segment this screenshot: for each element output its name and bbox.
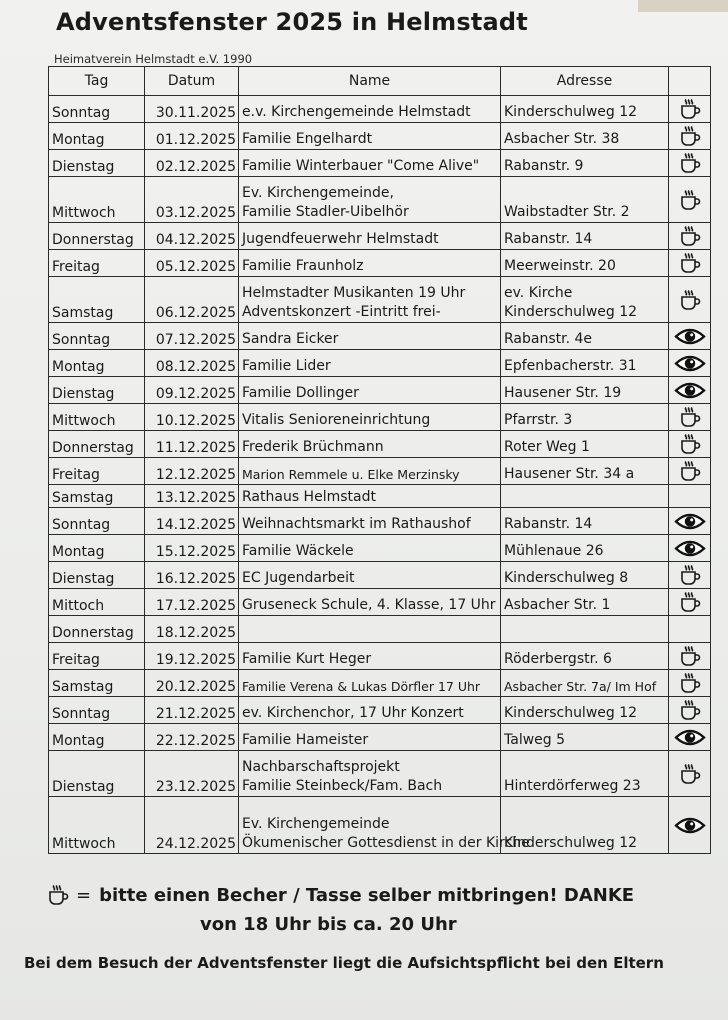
eye-icon [669,381,710,400]
cell-tag: Montag [49,350,145,377]
cell-name [239,485,501,508]
table-header-row [49,67,711,96]
cell-icon [669,377,711,404]
column-header-datum: Datum [145,67,239,96]
cell-name-line: Ev. Kirchengemeinde [242,816,390,832]
cell-name [239,431,501,458]
cell-tag: Samstag [49,277,145,323]
cell-adresse-line: Rabanstr. 14 [504,231,593,247]
cell-name [239,535,501,562]
legend-text: bitte einen Becher / Tasse selber mitbringen! DANKE [99,884,635,906]
cup-icon [669,432,710,456]
cell-icon [669,535,711,562]
cell-tag: Dienstag [49,751,145,797]
cell-adresse-line: Kinderschulweg 12 [504,104,638,120]
cell-adresse [501,277,669,323]
cell-name-line: EC Jugendarbeit [242,570,355,586]
cell-icon [669,431,711,458]
cell-name-line: Weihnachtsmarkt im Rathaushof [242,516,471,532]
cell-adresse-line: Asbacher Str. 7a/ Im Hof [504,679,657,694]
eye-icon [669,354,710,373]
cell-adresse-line: Rabanstr. 14 [504,516,593,532]
cup-icon [669,459,710,483]
column-header-name: Name [239,67,501,96]
table-row [49,670,711,697]
cell-adresse [501,377,669,404]
cell-adresse-line: Kinderschulweg 12 [504,705,638,721]
cell-adresse-line: Asbacher Str. 1 [504,597,611,613]
cell-adresse [501,670,669,697]
cell-name [239,404,501,431]
table-row [49,377,711,404]
cell-adresse [501,350,669,377]
cell-icon [669,697,711,724]
cell-icon [669,589,711,616]
legend-time: von 18 Uhr bis ca. 20 Uhr [200,914,457,935]
cell-tag: Mittwoch [49,797,145,854]
cell-icon [669,562,711,589]
cell-adresse-line: Asbacher Str. 38 [504,131,620,147]
cell-name-line: Nachbarschaftsprojekt [242,759,400,775]
cell-name [239,670,501,697]
cell-adresse [501,458,669,485]
cup-icon [46,882,70,908]
cell-name-line: Familie Verena & Lukas Dörfler 17 Uhr [242,679,481,694]
cup-icon [669,563,710,587]
cell-tag: Mittwoch [49,404,145,431]
table-row [49,724,711,751]
cell-datum: 15.12.2025 [145,535,239,562]
cell-name [239,223,501,250]
column-header-tag: Tag [49,67,145,96]
cell-name-line: Familie Lider [242,358,331,374]
cell-datum: 02.12.2025 [145,150,239,177]
cup-icon [669,671,710,695]
cell-tag: Donnerstag [49,431,145,458]
table-row [49,177,711,223]
table-row [49,323,711,350]
cup-icon [669,224,710,248]
table-row [49,589,711,616]
cell-icon [669,724,711,751]
cell-name [239,377,501,404]
cell-datum: 13.12.2025 [145,485,239,508]
cell-name-line: Jugendfeuerwehr Helmstadt [242,231,439,247]
cell-icon [669,323,711,350]
cell-name [239,724,501,751]
cell-adresse [501,177,669,223]
cell-datum: 17.12.2025 [145,589,239,616]
cell-datum: 09.12.2025 [145,377,239,404]
table-row [49,562,711,589]
table-row [49,797,711,854]
cup-icon [669,97,710,121]
cell-icon [669,797,711,854]
cell-tag: Freitag [49,250,145,277]
schedule-table [48,66,711,854]
column-header-icon [669,67,711,96]
cell-name [239,616,501,643]
cell-adresse-line: Hinterdörferweg 23 [504,778,641,794]
cell-name [239,751,501,797]
cell-icon [669,643,711,670]
cell-adresse-line: Hausener Str. 34 a [504,466,635,482]
table-row [49,751,711,797]
cup-icon [669,698,710,722]
cell-adresse-line: Röderbergstr. 6 [504,651,612,667]
cell-adresse-line: Roter Weg 1 [504,439,590,455]
cell-adresse-line: Mühlenaue 26 [504,543,604,559]
cell-adresse [501,250,669,277]
cell-name-line: Marion Remmele u. Elke Merzinsky [242,467,460,482]
table-row [49,643,711,670]
cell-adresse-line: Epfenbacherstr. 31 [504,358,637,374]
eye-icon [669,512,710,531]
cell-adresse [501,797,669,854]
cell-name-line: Familie Fraunholz [242,258,364,274]
cell-datum: 06.12.2025 [145,277,239,323]
cell-datum: 10.12.2025 [145,404,239,431]
cell-tag: Dienstag [49,562,145,589]
cell-adresse-line: ev. Kirche [504,285,573,301]
cell-name-line: Ev. Kirchengemeinde, [242,185,394,201]
footer-note: Bei dem Besuch der Adventsfenster liegt die Aufsichtspflicht bei den Eltern [24,954,664,972]
cell-adresse [501,123,669,150]
cell-name-line: Familie Kurt Heger [242,651,372,667]
eye-icon [669,728,710,747]
cell-icon [669,485,711,508]
cell-name [239,277,501,323]
cell-adresse-line: Kinderschulweg 12 [504,835,638,851]
table-row [49,250,711,277]
legend-equals: = [76,884,92,906]
cell-adresse [501,508,669,535]
cup-icon [669,251,710,275]
table-row [49,96,711,123]
cell-name [239,697,501,724]
cell-tag: Montag [49,724,145,751]
cell-name-line: ev. Kirchenchor, 17 Uhr Konzert [242,705,464,721]
page-subtitle: Heimatverein Helmstadt e.V. 1990 [54,52,253,66]
cell-name [239,123,501,150]
cell-icon [669,177,711,223]
page-title: Adventsfenster 2025 in Helmstadt [56,8,528,36]
cell-tag: Dienstag [49,150,145,177]
cell-icon [669,458,711,485]
cell-datum: 21.12.2025 [145,697,239,724]
cell-tag: Montag [49,123,145,150]
cell-adresse [501,697,669,724]
cell-tag: Samstag [49,485,145,508]
cell-adresse [501,323,669,350]
cell-name-line: Rathaus Helmstadt [242,489,376,505]
cell-adresse-line: Rabanstr. 4e [504,331,593,347]
cell-adresse [501,404,669,431]
cell-datum: 03.12.2025 [145,177,239,223]
cell-datum: 05.12.2025 [145,250,239,277]
cell-name-line: Adventskonzert -Eintritt frei- [242,304,441,320]
cell-tag: Sonntag [49,96,145,123]
cell-icon [669,250,711,277]
cup-icon [669,644,710,668]
cell-adresse [501,485,669,508]
cell-icon [669,670,711,697]
cell-datum: 14.12.2025 [145,508,239,535]
cell-datum: 24.12.2025 [145,797,239,854]
cell-adresse [501,751,669,797]
table-row [49,508,711,535]
cell-tag: Mittwoch [49,177,145,223]
cell-tag: Sonntag [49,323,145,350]
cell-adresse [501,562,669,589]
cell-name [239,96,501,123]
cell-tag: Montag [49,535,145,562]
cell-datum: 04.12.2025 [145,223,239,250]
table-row [49,350,711,377]
cell-datum: 19.12.2025 [145,643,239,670]
cell-adresse [501,96,669,123]
table-row [49,485,711,508]
cell-name-line: e.v. Kirchengemeinde Helmstadt [242,104,471,120]
cell-adresse [501,431,669,458]
cell-datum: 30.11.2025 [145,96,239,123]
eye-icon [669,327,710,346]
cell-name-line: Vitalis Senioreneinrichtung [242,412,431,428]
cell-name [239,562,501,589]
eye-icon [669,816,710,835]
cup-icon [669,188,710,212]
cell-datum: 22.12.2025 [145,724,239,751]
cell-adresse-line: Rabanstr. 9 [504,158,584,174]
cell-name-line: Familie Engelhardt [242,131,373,147]
cell-icon [669,96,711,123]
cup-icon [669,288,710,312]
cell-adresse-line: Pfarrstr. 3 [504,412,573,428]
cell-icon [669,404,711,431]
cell-name-line: Familie Stadler-Uibelhör [242,204,409,220]
cell-datum: 12.12.2025 [145,458,239,485]
cell-name-line: Familie Winterbauer "Come Alive" [242,158,480,174]
cell-icon [669,277,711,323]
cell-adresse [501,535,669,562]
cell-name-line: Familie Steinbeck/Fam. Bach [242,778,443,794]
cup-icon [669,151,710,175]
cell-name-line: Frederik Brüchmann [242,439,384,455]
cell-datum: 18.12.2025 [145,616,239,643]
cup-icon [669,590,710,614]
cell-tag: Sonntag [49,508,145,535]
table-row [49,404,711,431]
cell-adresse-line: Kinderschulweg 8 [504,570,629,586]
cell-name [239,150,501,177]
cell-name-line: Ökumenischer Gottesdienst in der Kirche [242,835,530,851]
cell-name-line: Helmstadter Musikanten 19 Uhr [242,285,466,301]
cell-datum: 11.12.2025 [145,431,239,458]
cell-adresse [501,589,669,616]
table-row [49,123,711,150]
table-row [49,150,711,177]
table-row [49,458,711,485]
cell-icon [669,123,711,150]
cell-tag: Donnerstag [49,616,145,643]
cell-tag: Mittoch [49,589,145,616]
column-header-adresse: Adresse [501,67,669,96]
table-row [49,697,711,724]
cell-tag: Donnerstag [49,223,145,250]
cup-icon [669,405,710,429]
table-row [49,535,711,562]
cell-adresse [501,150,669,177]
cell-adresse-line: Talweg 5 [504,732,566,748]
cell-datum: 08.12.2025 [145,350,239,377]
cell-name [239,458,501,485]
cell-datum: 20.12.2025 [145,670,239,697]
cup-icon [669,762,710,786]
cell-name [239,589,501,616]
cell-name [239,350,501,377]
cell-icon [669,751,711,797]
cell-name-line: Familie Hameister [242,732,369,748]
cell-datum: 07.12.2025 [145,323,239,350]
background-corner [638,0,728,12]
cell-icon [669,350,711,377]
cell-name [239,250,501,277]
table-row [49,277,711,323]
cell-adresse-line: Waibstadter Str. 2 [504,204,630,220]
cup-icon [669,124,710,148]
eye-icon [669,539,710,558]
cell-name [239,643,501,670]
cell-tag: Samstag [49,670,145,697]
cell-datum: 23.12.2025 [145,751,239,797]
cell-tag: Dienstag [49,377,145,404]
cell-icon [669,223,711,250]
schedule-table-body [49,96,711,854]
legend [46,880,634,910]
cell-name [239,323,501,350]
cell-adresse-line: Meerweinstr. 20 [504,258,616,274]
cell-icon [669,150,711,177]
cell-adresse-line: Kinderschulweg 12 [504,304,638,320]
cell-icon [669,616,711,643]
table-row [49,223,711,250]
table-row [49,431,711,458]
cell-adresse [501,223,669,250]
cell-name [239,177,501,223]
cell-tag: Sonntag [49,697,145,724]
cell-name [239,797,530,854]
cell-name-line: Familie Wäckele [242,543,354,559]
cell-icon [669,508,711,535]
cell-adresse-line: Hausener Str. 19 [504,385,622,401]
cell-adresse [501,616,669,643]
table-row [49,616,711,643]
cell-tag: Freitag [49,458,145,485]
cell-adresse [501,724,669,751]
cell-name-line: Sandra Eicker [242,331,339,347]
cell-name-line: Familie Dollinger [242,385,359,401]
cell-name-line: Gruseneck Schule, 4. Klasse, 17 Uhr [242,597,496,613]
cell-datum: 01.12.2025 [145,123,239,150]
cell-adresse [501,643,669,670]
cell-datum: 16.12.2025 [145,562,239,589]
cell-tag: Freitag [49,643,145,670]
cell-name [239,508,501,535]
